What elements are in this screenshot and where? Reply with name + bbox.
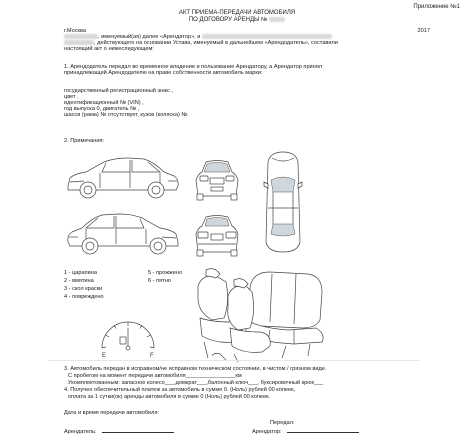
tenant-signature-line: [102, 432, 174, 433]
field-year-engine: год выпуска 0, двигатель № ,: [64, 106, 140, 112]
section4-line-2: оплата за 1 сутки(ок) аренды автомобиля в сумме 0 (Ноль) рублей 00 копеек.: [68, 394, 271, 400]
redacted-contract-number: [269, 17, 285, 22]
section1-line-2: принадлежащий Арендодателю на праве собственности автомобиль марки:: [64, 70, 263, 76]
redacted-tenant-name: [64, 34, 98, 39]
landlord-signature: [252, 429, 359, 436]
city: г.Москва: [64, 28, 87, 34]
section-divider: [48, 360, 420, 361]
car-interior-seats-diagram: [190, 262, 330, 366]
redacted-company-name: [202, 34, 332, 39]
car-top-diagram: [258, 150, 308, 254]
document-subtitle: [0, 17, 474, 24]
intro-line-1: , именуемый(ая) далее «Арендатор», и: [64, 34, 332, 41]
legend-item-2: 2 - вмятина: [64, 278, 94, 284]
appendix-label: Приложение №1: [413, 4, 460, 10]
field-chassis-body: шасси (рама) № отсутствует, кузов (коляска) №: [64, 112, 188, 118]
car-front-diagram: [192, 156, 242, 202]
car-side-left-diagram: [64, 152, 182, 204]
year: 2017: [417, 28, 430, 34]
field-reg-number: государственный регистрационный знак: ,: [64, 88, 174, 94]
landlord-label: Арендатор:: [252, 429, 282, 435]
car-rear-diagram: [192, 212, 242, 258]
car-side-right-diagram: [64, 208, 182, 260]
contract-number-label: ПО ДОГОВОРУ АРЕНДЫ №: [188, 17, 268, 24]
section3-equipment: Укомплектованным: запасное колесо___,домкрат___,балонный ключ___, буксировочный крюк___: [68, 380, 324, 386]
tenant-label: Арендатель:: [64, 429, 97, 435]
legend-item-3: 3 - скол краски: [64, 286, 103, 292]
landlord-signature-line: [287, 432, 359, 433]
tenant-signature: [64, 429, 174, 436]
section2-title: 2. Примечания:: [64, 138, 105, 144]
datetime-label: Дата и время передачи автомобиля:: [64, 410, 160, 416]
document-title: АКТ ПРИЕМА-ПЕРЕДАЧИ АВТОМОБИЛЯ: [178, 10, 296, 16]
intro-line-3: настоящий акт о нижеследующем:: [64, 46, 154, 52]
legend-item-4: 4 - повреждено: [64, 294, 104, 300]
section1-line-1: 1. Арендодатель передал во временное владение и пользование Арендатору, а Арендатор принял: [64, 64, 323, 70]
gauge-full-label: F: [150, 353, 154, 359]
intro-line-2: , действующего на основании Устава, именуемый в дальнейшем «Арендодатель», составили: [64, 40, 338, 47]
legend-item-1: 1 - царапина: [64, 270, 97, 276]
field-vin: идентификационный № (VIN) ,: [64, 100, 144, 106]
fuel-gauge: [96, 310, 160, 360]
legend-item-5: 5 - прожжено: [148, 270, 183, 276]
legend-item-6: 6 - пятно: [148, 278, 171, 284]
fuel-pump-icon: [120, 337, 126, 344]
section3-mileage: С пробегом на момент передачи автомобиля________________км: [68, 373, 242, 379]
section4-line-1: 4. Получен обеспечительный платеж за автомобиль в сумме 0. (Ноль) рублей 00 копеек,: [64, 387, 296, 393]
section3-line-1: 3. Автомобиль передан в исправном/не исправном техническом состоянии, в чистом / грязном виде.: [64, 366, 327, 372]
transferred-label: Передал:: [270, 420, 295, 426]
field-color: цвет ,: [64, 94, 79, 100]
redacted-director-name: [64, 40, 94, 45]
gauge-empty-label: E: [102, 353, 107, 359]
